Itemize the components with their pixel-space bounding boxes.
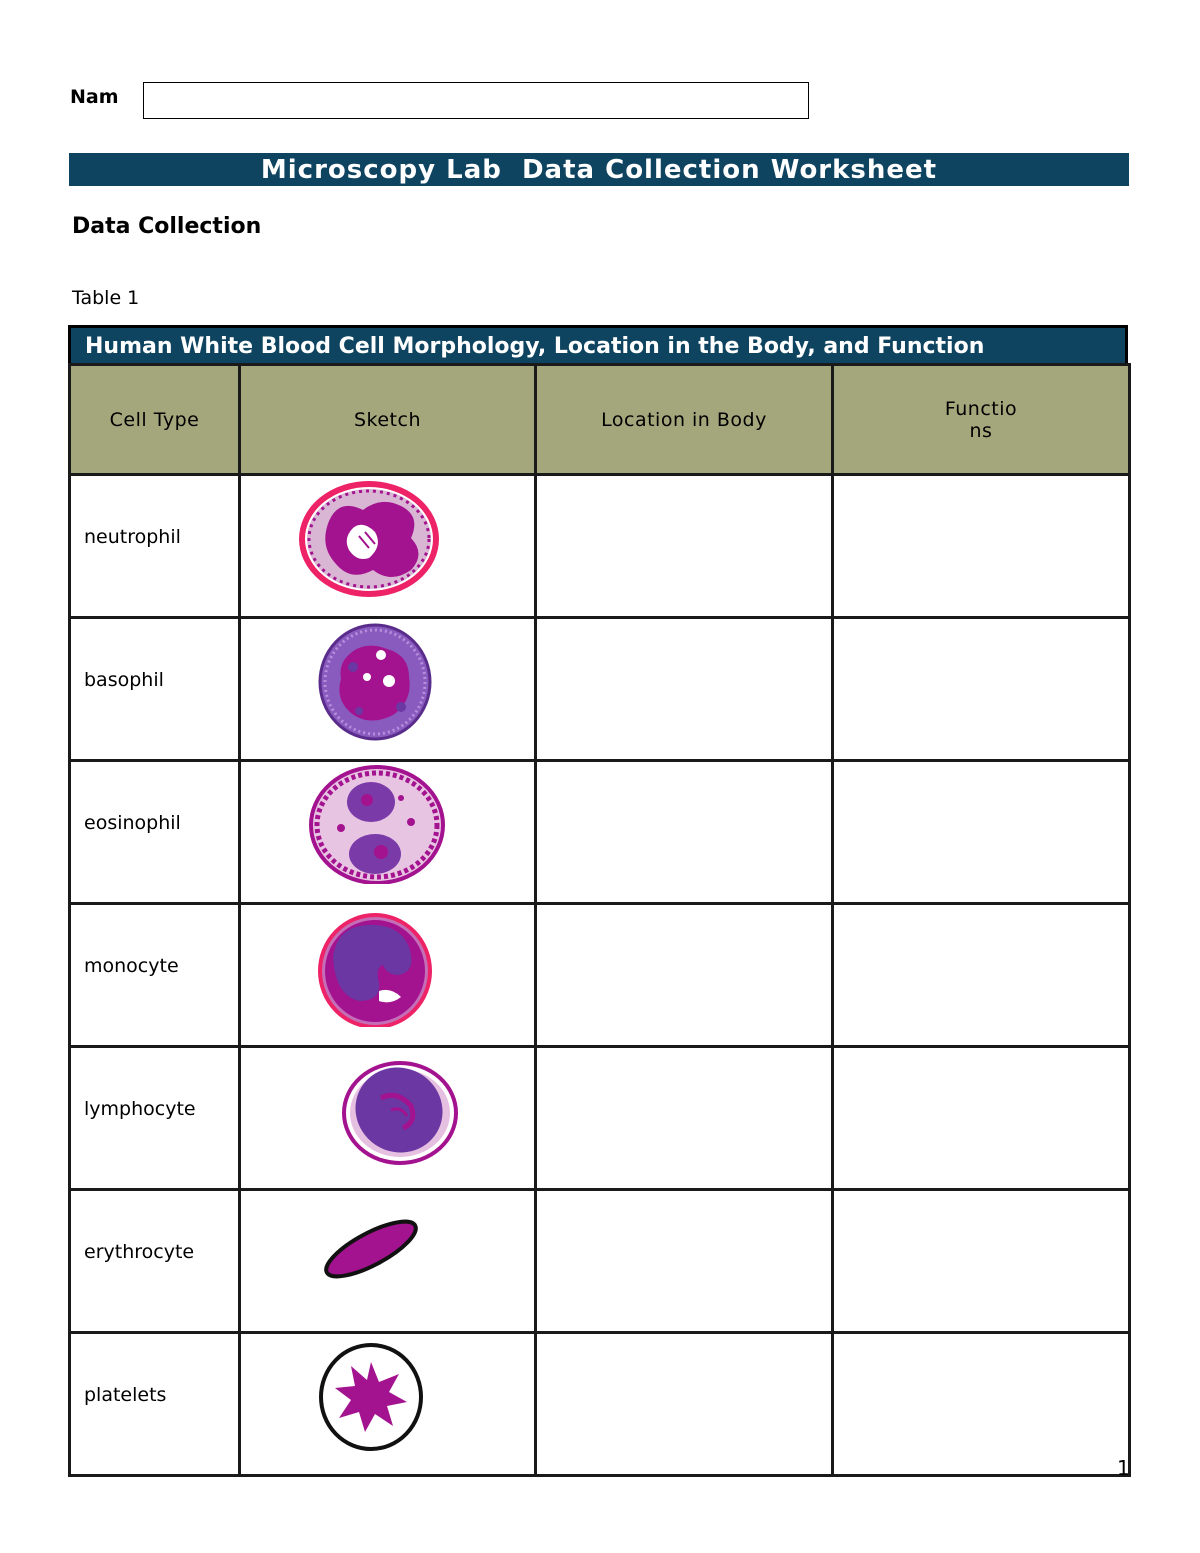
- lymphocyte-sketch: [241, 1048, 535, 1170]
- location-cell[interactable]: [536, 618, 833, 761]
- table-row: [70, 761, 1130, 904]
- monocyte-sketch: [241, 905, 535, 1027]
- data-grid: [68, 363, 1131, 1477]
- name-label: Nam: [70, 86, 119, 108]
- header-row: [70, 365, 1130, 475]
- location-cell[interactable]: [536, 761, 833, 904]
- sketch-cell: [240, 1190, 536, 1333]
- cell-type-label: neutrophil: [70, 475, 240, 618]
- table-label: Table 1: [72, 287, 140, 309]
- page-number: 1: [1117, 1456, 1130, 1480]
- table-row: [70, 904, 1130, 1047]
- functions-cell[interactable]: [833, 1333, 1130, 1476]
- sketch-cell: [240, 618, 536, 761]
- sketch-cell: [240, 475, 536, 618]
- platelets-sketch: [241, 1334, 535, 1456]
- table-title: Human White Blood Cell Morphology, Location in the Body, and Function: [68, 325, 1128, 364]
- cell-morphology-table: [68, 325, 1128, 1406]
- functions-cell[interactable]: [833, 1047, 1130, 1190]
- location-cell[interactable]: [536, 904, 833, 1047]
- cell-type-label: erythrocyte: [70, 1190, 240, 1333]
- table-row: [70, 475, 1130, 618]
- eosinophil-sketch: [241, 762, 535, 884]
- location-cell[interactable]: [536, 475, 833, 618]
- table-row: [70, 618, 1130, 761]
- table-row: [70, 1190, 1130, 1333]
- col-header-sketch: Sketch: [240, 365, 536, 475]
- sketch-cell: [240, 1047, 536, 1190]
- erythrocyte-sketch: [241, 1191, 535, 1313]
- functions-cell[interactable]: [833, 1190, 1130, 1333]
- neutrophil-sketch: [241, 476, 535, 598]
- name-field[interactable]: [143, 82, 809, 119]
- sketch-cell: [240, 904, 536, 1047]
- functions-cell[interactable]: [833, 761, 1130, 904]
- table-row: [70, 1047, 1130, 1190]
- worksheet-title: Microscopy Lab Data Collection Worksheet: [69, 153, 1129, 186]
- functions-cell[interactable]: [833, 618, 1130, 761]
- functions-cell[interactable]: [833, 475, 1130, 618]
- sketch-cell: [240, 761, 536, 904]
- location-cell[interactable]: [536, 1190, 833, 1333]
- col-header-functions: [833, 365, 1130, 475]
- cell-type-label: monocyte: [70, 904, 240, 1047]
- location-cell[interactable]: [536, 1047, 833, 1190]
- sketch-cell: [240, 1333, 536, 1476]
- cell-type-label: lymphocyte: [70, 1047, 240, 1190]
- cell-type-label: eosinophil: [70, 761, 240, 904]
- cell-type-label: platelets: [70, 1333, 240, 1476]
- cell-type-label: basophil: [70, 618, 240, 761]
- location-cell[interactable]: [536, 1333, 833, 1476]
- section-heading: Data Collection: [72, 214, 262, 239]
- col-header-cell-type: Cell Type: [70, 365, 240, 475]
- table-row: [70, 1333, 1130, 1476]
- functions-cell[interactable]: [833, 904, 1130, 1047]
- col-header-functions-label: Functio ns: [944, 397, 1018, 442]
- col-header-location: Location in Body: [536, 365, 833, 475]
- basophil-sketch: [241, 619, 535, 741]
